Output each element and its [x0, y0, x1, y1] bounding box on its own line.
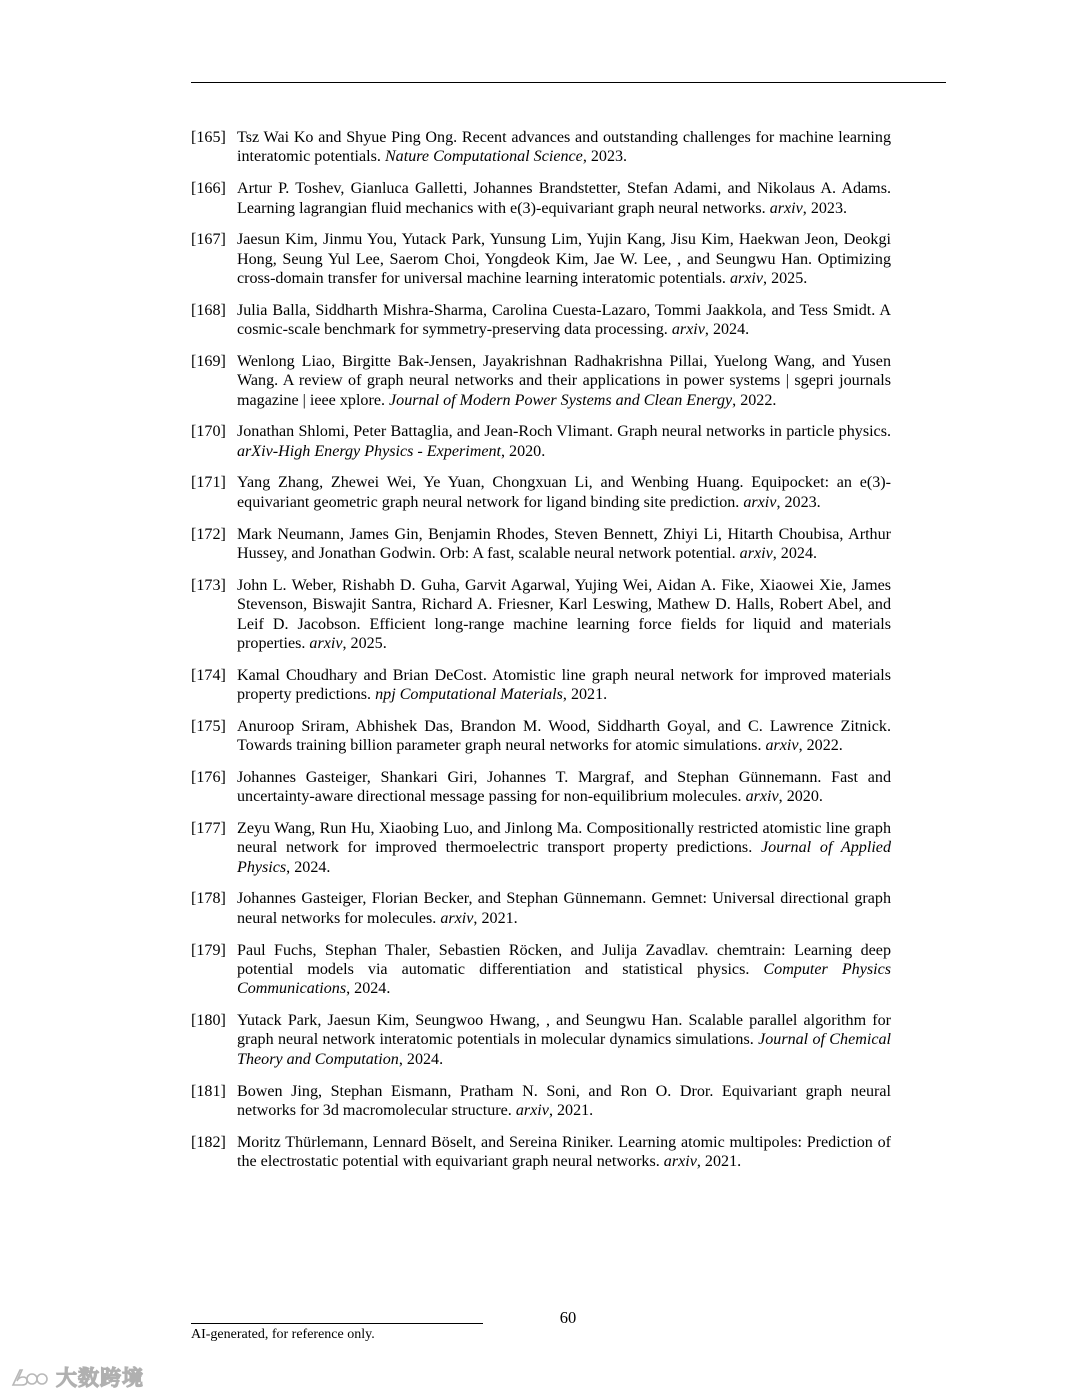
- reference-entry: [191, 819, 891, 877]
- reference-segment: , 2021.: [696, 1153, 742, 1171]
- reference-text: [237, 302, 891, 338]
- reference-segment: , 2023.: [582, 148, 628, 166]
- reference-entry: [191, 230, 891, 288]
- reference-segment: , 2024.: [704, 321, 750, 339]
- reference-venue: arxiv: [663, 1153, 697, 1171]
- reference-segment: Zeyu Wang, Run Hu, Xiaobing Luo, and Jinlong Ma. Compositionally restricted atomistic line graph neural network for improved thermoelectric transport property predictions.: [237, 819, 891, 857]
- footnote-rule: [191, 1323, 483, 1324]
- header-rule: [191, 82, 946, 83]
- watermark-logo-icon: [10, 1365, 50, 1389]
- reference-entry: [191, 1133, 891, 1172]
- reference-segment: Kamal Choudhary and Brian DeCost. Atomistic line graph neural network for improved materials property predictions.: [237, 666, 891, 704]
- reference-segment: , 2024.: [772, 544, 818, 562]
- reference-entry: [191, 422, 891, 461]
- page-number: 60: [559, 1308, 577, 1327]
- reference-segment: Johannes Gasteiger, Shankari Giri, Johannes T. Margraf, and Stephan Günnemann. Fast and uncertainty-aware directional message passing for non-equilibrium molecules.: [237, 768, 891, 806]
- reference-entry: [191, 576, 891, 654]
- reference-text: [237, 129, 891, 165]
- reference-segment: Julia Balla, Siddharth Mishra-Sharma, Carolina Cuesta-Lazaro, Tommi Jaakkola, and Tess Smidt. A cosmic-scale benchmark for symmetry-preserving data processing.: [237, 301, 891, 339]
- reference-text: [237, 353, 891, 409]
- reference-number: [171]: [191, 474, 226, 492]
- reference-entry: [191, 941, 891, 999]
- reference-number: [178]: [191, 890, 226, 908]
- reference-venue: npj Computational Materials: [375, 686, 563, 704]
- reference-number: [175]: [191, 717, 226, 735]
- reference-number: [165]: [191, 129, 226, 146]
- reference-number: [180]: [191, 1012, 226, 1030]
- reference-venue: arxiv: [743, 493, 777, 511]
- reference-text: [237, 942, 891, 998]
- reference-segment: Paul Fuchs, Stephan Thaler, Sebastien Röcken, and Julija Zavadlav. chemtrain: Learning deep potential models via automatic differentiation and statistical physics.: [237, 941, 891, 978]
- reference-number: [169]: [191, 352, 226, 370]
- reference-text: [237, 667, 891, 703]
- reference-text: [237, 180, 891, 216]
- reference-text: [237, 526, 891, 562]
- reference-segment: John L. Weber, Rishabh D. Guha, Garvit Agarwal, Yujing Wei, Aidan A. Fike, Xiaowei Xie, James Stevenson, Biswajit Santra, Richard A. Friesner, Karl Leswing, Mathew D. Halls, Robert Abel, and Leif D. Jacobson. Efficient long-range machine learning force fields for liquid and materials properties.: [237, 576, 891, 652]
- reference-entry: [191, 128, 891, 167]
- reference-segment: , 2020.: [778, 788, 823, 806]
- reference-entry: [191, 1082, 891, 1121]
- reference-segment: Yutack Park, Jaesun Kim, Seungwoo Hwang, , and Seungwu Han. Scalable parallel algorithm for graph neural network interatomic potentials in molecular dynamics simulations.: [237, 1012, 891, 1049]
- reference-entry: [191, 352, 891, 410]
- reference-venue: arxiv: [745, 788, 779, 806]
- reference-number: [177]: [191, 819, 226, 837]
- reference-text: [237, 890, 891, 926]
- reference-text: [237, 474, 891, 510]
- reference-number: [176]: [191, 768, 226, 786]
- reference-venue: arxiv: [729, 270, 764, 288]
- reference-segment: , 2024.: [398, 1050, 444, 1068]
- reference-segment: , 2025.: [763, 270, 808, 288]
- reference-text: [237, 231, 891, 287]
- reference-number: [167]: [191, 231, 226, 249]
- reference-venue: arXiv-High Energy Physics - Experiment: [237, 442, 501, 460]
- reference-text: [237, 577, 891, 652]
- reference-list: [191, 128, 891, 1184]
- reference-text: [237, 1012, 891, 1068]
- reference-segment: , 2020.: [500, 442, 546, 460]
- reference-entry: [191, 889, 891, 928]
- reference-segment: Tsz Wai Ko and Shyue Ping Ong. Recent advances and outstanding challenges for machine learning interatomic potentials.: [237, 129, 891, 166]
- reference-venue: arxiv: [769, 199, 803, 217]
- watermark: [10, 1362, 144, 1392]
- reference-venue: arxiv: [440, 909, 474, 927]
- reference-entry: [191, 301, 891, 340]
- reference-text: [237, 769, 891, 805]
- reference-entry: [191, 666, 891, 705]
- reference-venue: Journal of Modern Power Systems and Clean Energy: [389, 391, 733, 409]
- reference-text: [237, 718, 891, 754]
- reference-segment: Mark Neumann, James Gin, Benjamin Rhodes, Steven Bennett, Zhiyi Li, Hitarth Choubisa, Arthur Hussey, and Jonathan Godwin. Orb: A fast, scalable neural network potential.: [237, 525, 891, 562]
- reference-segment: , 2021.: [473, 909, 518, 927]
- reference-segment: Wenlong Liao, Birgitte Bak-Jensen, Jayakrishnan Radhakrishna Pillai, Yuelong Wang, and Yusen Wang. A review of graph neural networks and their applications in power systems | sgepri journals magazine | ieee xplore.: [237, 352, 891, 409]
- footnote: AI-generated, for reference only.: [191, 1327, 375, 1342]
- reference-segment: Anuroop Sriram, Abhishek Das, Brandon M. Wood, Siddharth Goyal, and C. Lawrence Zitnick. Towards training billion parameter graph neural networks for atomic simulations.: [237, 717, 891, 755]
- reference-number: [173]: [191, 576, 226, 594]
- reference-venue: arxiv: [739, 544, 773, 562]
- reference-segment: , 2022.: [798, 737, 843, 755]
- watermark-text: 大数跨境: [56, 1366, 144, 1390]
- reference-entry: [191, 179, 891, 218]
- reference-segment: , 2022.: [732, 391, 777, 409]
- reference-number: [174]: [191, 666, 226, 684]
- reference-number: [170]: [191, 423, 226, 441]
- reference-segment: Jaesun Kim, Jinmu You, Yutack Park, Yunsung Lim, Yujin Kang, Jisu Kim, Haekwan Jeon, Deokgi Hong, Seung Yul Lee, Saerom Choi, Yongdeok Kim, Jae W. Lee, , and Seungwu Han. Optimizing cross-domain transfer for universal machine learning interatomic potentials.: [237, 231, 891, 288]
- reference-number: [181]: [191, 1082, 226, 1100]
- reference-segment: Moritz Thürlemann, Lennard Böselt, and Sereina Riniker. Learning atomic multipoles: Prediction of the electrostatic potential with equivariant graph neural networks.: [237, 1133, 891, 1171]
- reference-segment: , 2024.: [286, 858, 331, 876]
- reference-segment: Johannes Gasteiger, Florian Becker, and Stephan Günnemann. Gemnet: Universal directional graph neural networks for molecules.: [237, 890, 891, 927]
- reference-number: [168]: [191, 301, 226, 319]
- reference-segment: , 2023.: [802, 199, 848, 217]
- reference-number: [172]: [191, 525, 226, 543]
- reference-venue: Nature Computational Science: [384, 148, 583, 166]
- reference-text: [237, 1134, 891, 1170]
- reference-venue: arxiv: [309, 634, 343, 652]
- reference-segment: , 2021.: [548, 1102, 594, 1119]
- reference-venue: Journal of Chemical Theory and Computation: [237, 1031, 891, 1068]
- reference-number: [182]: [191, 1133, 226, 1151]
- reference-text: [237, 820, 891, 876]
- reference-segment: Artur P. Toshev, Gianluca Galletti, Johannes Brandstetter, Stefan Adami, and Nikolaus A. Adams. Learning lagrangian fluid mechanics with e(3)-equivariant graph neural networks.: [237, 180, 891, 217]
- reference-entry: [191, 525, 891, 564]
- reference-venue: arxiv: [671, 321, 705, 339]
- reference-number: [166]: [191, 180, 226, 198]
- reference-segment: , 2023.: [776, 493, 821, 511]
- reference-entry: [191, 1011, 891, 1069]
- reference-text: [237, 1083, 891, 1119]
- reference-segment: , 2025.: [342, 634, 387, 652]
- reference-segment: Jonathan Shlomi, Peter Battaglia, and Jean-Roch Vlimant. Graph neural networks in particle physics.: [237, 423, 891, 441]
- reference-number: [179]: [191, 941, 226, 959]
- reference-segment: Yang Zhang, Zhewei Wei, Ye Yuan, Chongxuan Li, and Wenbing Huang. Equipocket: an e(3)-equivariant geometric graph neural network for ligand binding site prediction.: [237, 474, 891, 511]
- reference-text: [237, 423, 891, 459]
- reference-segment: , 2024.: [346, 980, 391, 998]
- reference-venue: Computer Physics Communications: [237, 960, 891, 998]
- reference-segment: , 2021.: [562, 686, 608, 704]
- reference-entry: [191, 717, 891, 756]
- reference-entry: [191, 473, 891, 512]
- reference-venue: arxiv: [515, 1102, 549, 1119]
- reference-segment: Bowen Jing, Stephan Eismann, Pratham N. Soni, and Ron O. Dror. Equivariant graph neural networks for 3d macromolecular structure.: [237, 1082, 891, 1119]
- reference-entry: [191, 768, 891, 807]
- reference-venue: arxiv: [765, 737, 799, 755]
- reference-venue: Journal of Applied Physics: [237, 839, 891, 876]
